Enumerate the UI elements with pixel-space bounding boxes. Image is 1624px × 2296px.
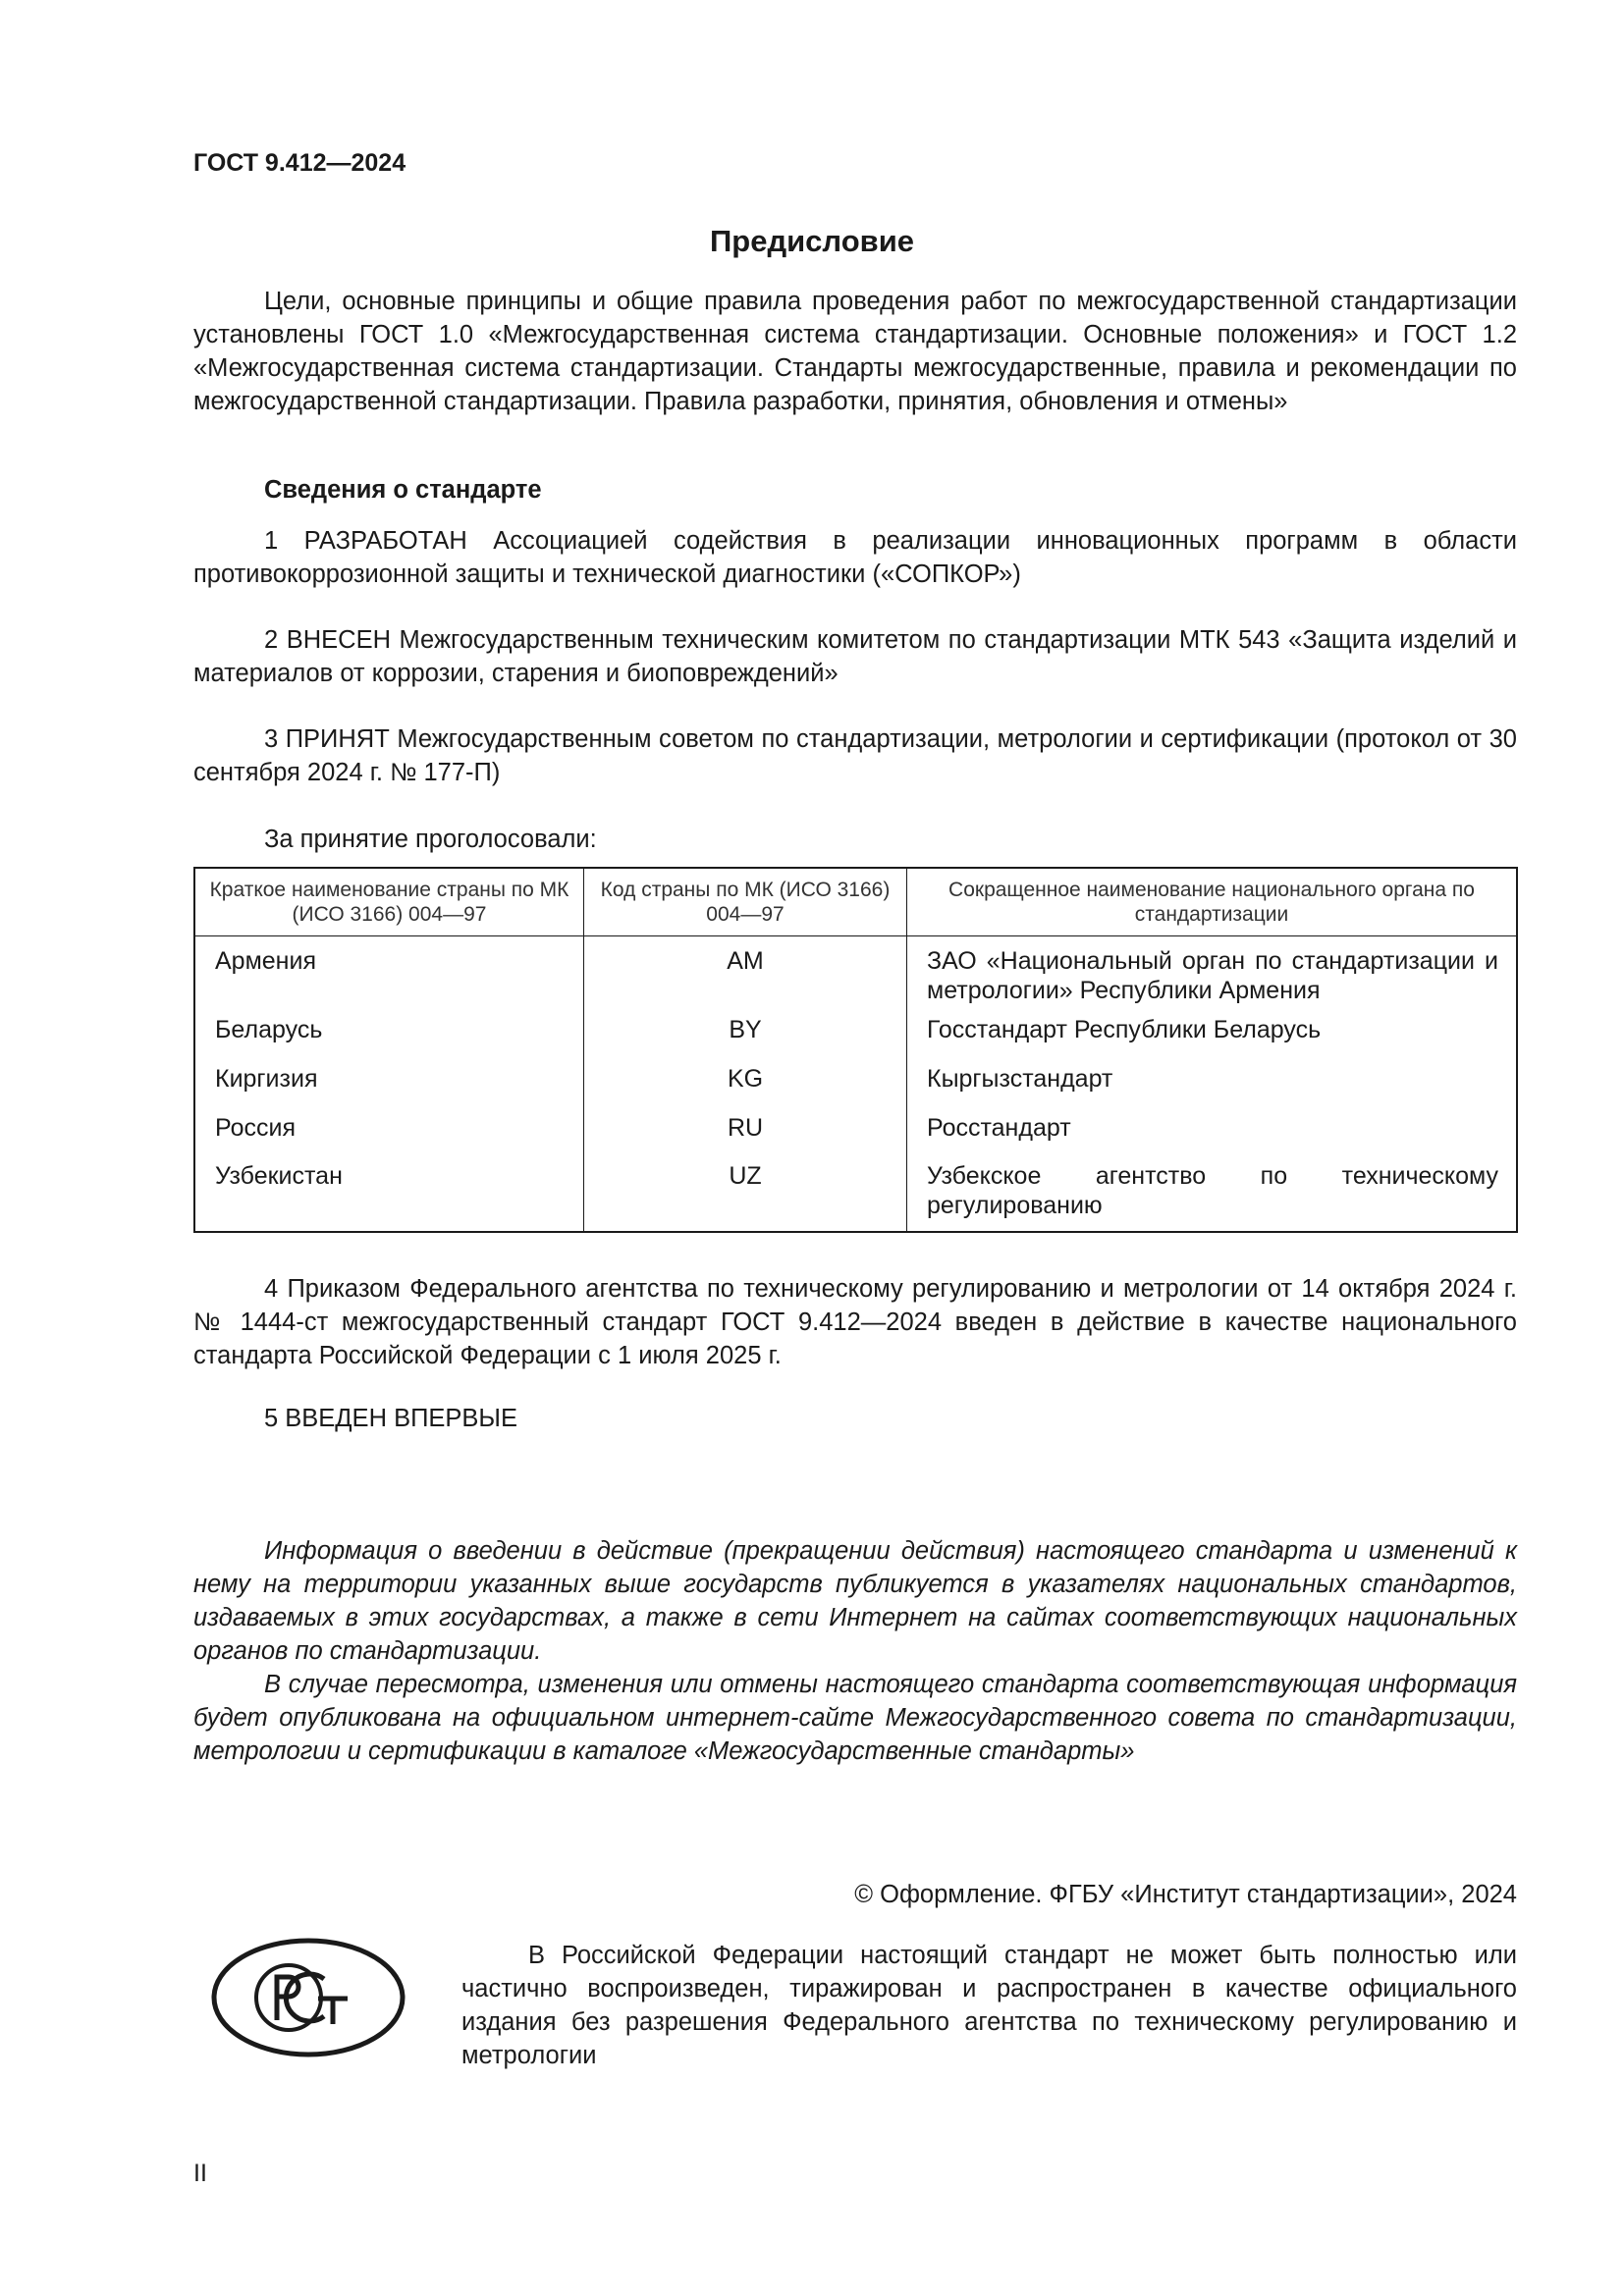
cell-country: Киргизия <box>194 1064 584 1113</box>
cell-code: UZ <box>584 1161 907 1232</box>
table-header-row <box>194 868 1517 936</box>
notice-paragraph-2 <box>193 1668 1517 1768</box>
item-1-text: 1 РАЗРАБОТАН Ассоциацией содействия в реализации инновационных программ в области противокоррозионной защиты и технической диагностики («СОПКОР») <box>193 527 1517 588</box>
cell-body: Кыргызстандарт <box>907 1064 1518 1113</box>
cell-body: ЗАО «Национальный орган по стандартизации и метрологии» Республики Армения <box>907 936 1518 1015</box>
item-3 <box>193 722 1517 789</box>
cell-body: Узбекское агентство по техническому регулированию <box>907 1161 1518 1232</box>
table-row <box>194 1113 1517 1161</box>
cell-body: Росстандарт <box>907 1113 1518 1161</box>
voting-table <box>193 867 1518 1233</box>
header-country-name: Краткое наименование страны по МК (ИСО 3166) 004—97 <box>194 868 584 936</box>
cell-body: Госстандарт Республики Беларусь <box>907 1015 1518 1064</box>
notice-paragraph-1 <box>193 1534 1517 1668</box>
item-4-text: 4 Приказом Федерального агентства по техническому регулированию и метрологии от 14 октября 2024 г. № 1444-ст межгосударственный стандарт ГОСТ 9.412—2024 введен в действие в качестве национального стандарта Российской Федерации с 1 июля 2025 г. <box>193 1275 1517 1369</box>
table-row <box>194 1161 1517 1232</box>
page-title: Предисловие <box>709 224 914 258</box>
copyright-line: © Оформление. ФГБУ «Институт стандартизации», 2024 <box>854 1881 1517 1908</box>
rights-text: В Российской Федерации настоящий стандарт не может быть полностью или частично воспроизведен, тиражирован и распространен в качестве официального издания без разрешения Федерального агентства по техническому регулированию и метрологии <box>461 1942 1517 2069</box>
cell-code: RU <box>584 1113 907 1161</box>
header-national-body: Сокращенное наименование национального органа по стандартизации <box>907 868 1518 936</box>
rst-certification-mark-icon <box>210 1934 406 2066</box>
table-row <box>194 936 1517 1015</box>
page-number: II <box>193 2160 207 2187</box>
item-3-text: 3 ПРИНЯТ Межгосударственным советом по стандартизации, метрологии и сертификации (протокол от 30 сентября 2024 г. № 177-П) <box>193 725 1517 786</box>
document-code: ГОСТ 9.412—2024 <box>193 149 406 177</box>
reproduction-rights-notice <box>461 1939 1517 2072</box>
item-5: 5 ВВЕДЕН ВПЕРВЫЕ <box>264 1405 518 1432</box>
table-row <box>194 1064 1517 1113</box>
cell-country: Узбекистан <box>194 1161 584 1232</box>
notice-2-text: В случае пересмотра, изменения или отмены настоящего стандарта соответствующая информация будет опубликована на официальном интернет-сайте Межгосударственного совета по стандартизации, метрологии и сертификации в каталоге «Межгосударственные стандарты» <box>193 1671 1517 1765</box>
cell-code: AM <box>584 936 907 1015</box>
header-country-code: Код страны по МК (ИСО 3166) 004—97 <box>584 868 907 936</box>
cell-country: Беларусь <box>194 1015 584 1064</box>
item-2-text: 2 ВНЕСЕН Межгосударственным техническим комитетом по стандартизации МТК 543 «Защита изделий и материалов от коррозии, старения и биоповреждений» <box>193 626 1517 687</box>
cell-code: BY <box>584 1015 907 1064</box>
cell-country: Армения <box>194 936 584 1015</box>
cell-code: KG <box>584 1064 907 1113</box>
item-2 <box>193 623 1517 690</box>
table-row <box>194 1015 1517 1064</box>
item-4 <box>193 1272 1517 1372</box>
intro-paragraph <box>193 285 1517 418</box>
notice-1-text: Информация о введении в действие (прекращении действия) настоящего стандарта и изменений к нему на территории указанных выше государств публикуется в указателях национальных стандартов, издаваемых в этих государствах, а также в сети Интернет на сайтах соответствующих национальных органов по стандартизации. <box>193 1537 1517 1665</box>
intro-text: Цели, основные принципы и общие правила проведения работ по межгосударственной стандартизации установлены ГОСТ 1.0 «Межгосударственная система стандартизации. Основные положения» и ГОСТ 1.2 «Межгосударственная система стандартизации. Стандарты межгосударственные, правила и рекомендации по межгосударственной стандартизации. Правила разработки, принятия, обновления и отмены» <box>193 288 1517 415</box>
votes-label: За принятие проголосовали: <box>264 826 597 853</box>
cell-country: Россия <box>194 1113 584 1161</box>
item-1 <box>193 524 1517 591</box>
standard-info-heading: Сведения о стандарте <box>264 476 542 504</box>
